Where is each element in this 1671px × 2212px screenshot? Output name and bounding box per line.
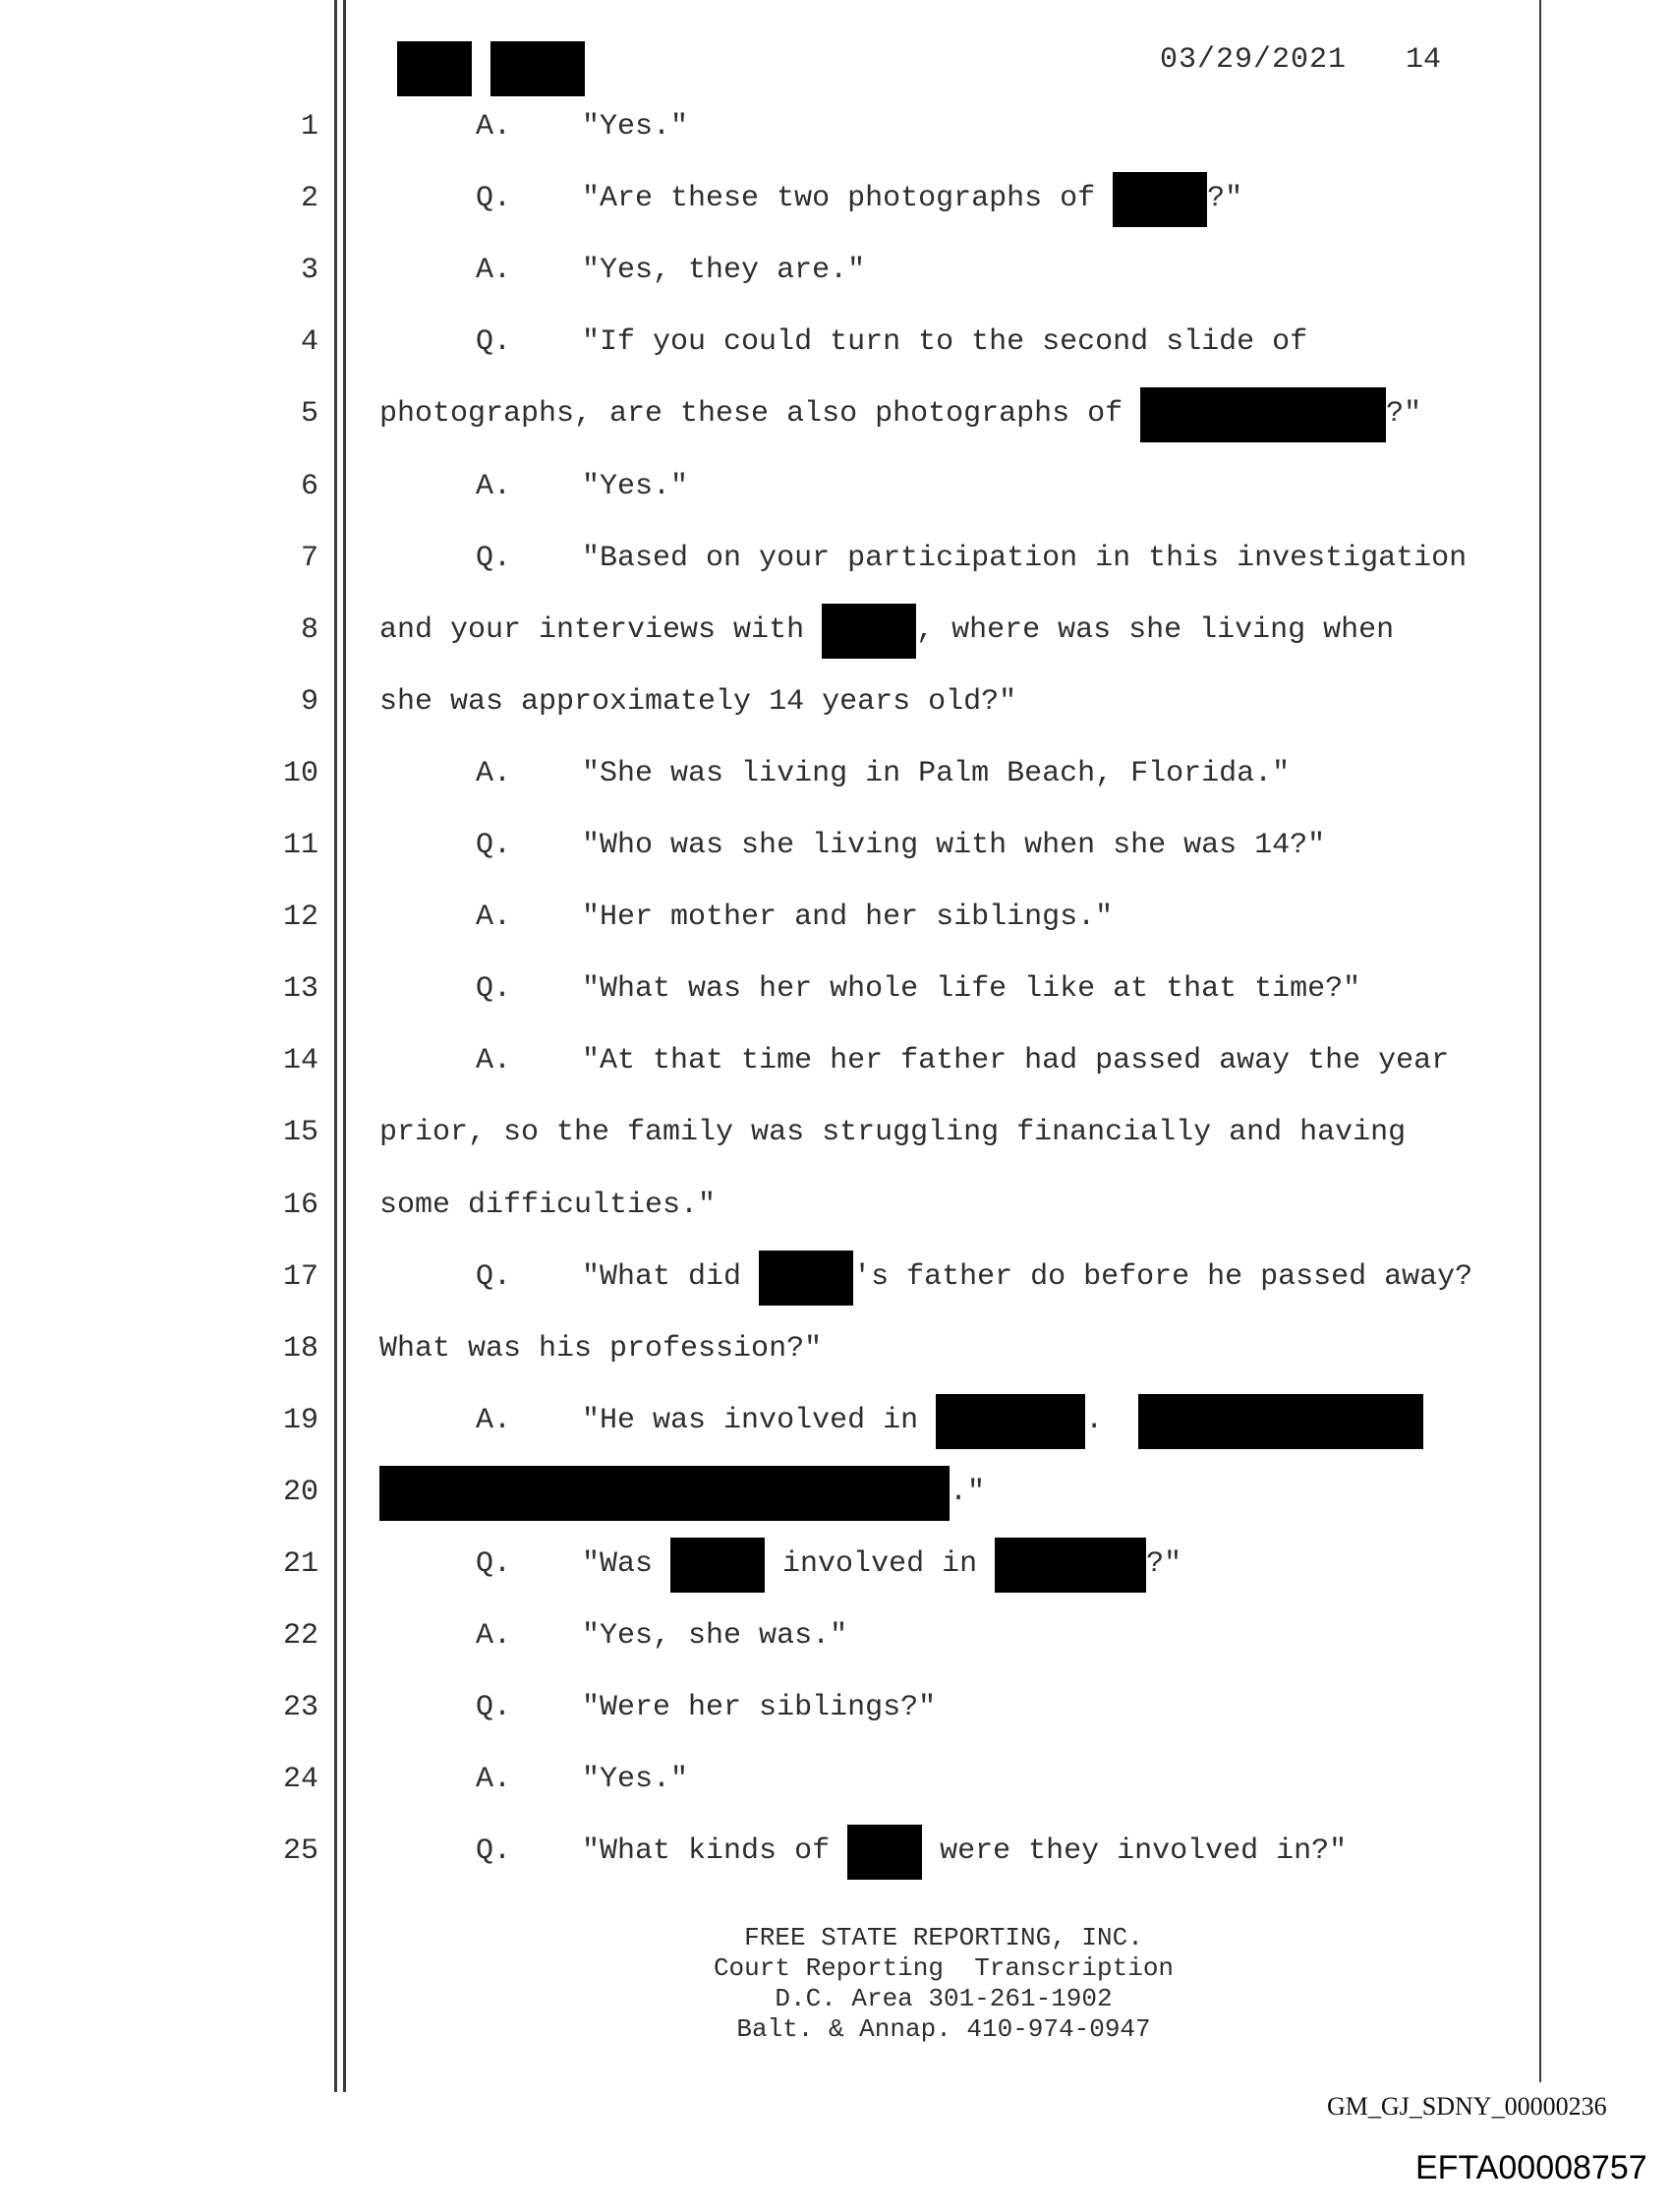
reporter-footer <box>688 1923 1199 2045</box>
line-text <box>476 325 1307 359</box>
line-text <box>476 1619 847 1653</box>
text-segment: "Yes." <box>582 1763 689 1797</box>
text-segment: "What did <box>582 1259 760 1294</box>
speaker-label: A. <box>476 756 583 790</box>
redaction-box <box>995 1538 1146 1593</box>
line-number: 20 <box>282 1475 318 1509</box>
line-number: 23 <box>282 1691 318 1725</box>
line-number: 21 <box>282 1547 318 1581</box>
line-number: 8 <box>300 612 318 647</box>
line-number: 5 <box>300 397 318 432</box>
line-text <box>476 1044 1449 1077</box>
transcript-line <box>0 542 1671 597</box>
speaker-label: A. <box>476 469 583 503</box>
speaker-label: A. <box>476 1044 583 1078</box>
line-text <box>476 1404 1423 1449</box>
text-segment: "Yes, they are." <box>582 254 866 288</box>
text-segment: ?" <box>1207 182 1243 216</box>
text-segment: "What was her whole life like at that time?" <box>582 972 1361 1007</box>
line-text <box>476 829 1325 862</box>
line-text <box>379 1332 822 1366</box>
text-segment: What was his profession?" <box>379 1331 823 1366</box>
redaction-box <box>936 1394 1085 1449</box>
line-text <box>476 901 1113 934</box>
text-segment: prior, so the family was struggling financially and having <box>379 1116 1407 1150</box>
line-number: 13 <box>282 972 318 1007</box>
redaction-box <box>822 604 916 659</box>
transcript-line <box>0 901 1671 956</box>
line-text <box>379 613 1394 659</box>
line-text <box>379 1476 985 1521</box>
speaker-label: Q. <box>476 541 583 575</box>
transcript-line <box>0 470 1671 525</box>
line-number: 15 <box>282 1116 318 1150</box>
line-text <box>476 542 1467 575</box>
text-segment: photographs, are these also photographs of <box>379 397 1141 432</box>
line-text <box>379 397 1421 442</box>
redaction-box <box>379 1466 950 1521</box>
transcript-line <box>0 1691 1671 1746</box>
text-segment: "He was involved in <box>582 1403 937 1437</box>
line-number: 24 <box>282 1763 318 1797</box>
text-segment: "Yes." <box>582 469 689 503</box>
text-segment: "What kinds of <box>582 1834 848 1869</box>
text-segment: "Are these two photographs of <box>582 182 1114 216</box>
footer-balt-phone: Balt. & Annap. 410-974-0947 <box>736 2014 1151 2044</box>
text-segment: . <box>1085 1403 1139 1437</box>
speaker-label: A. <box>476 1619 583 1654</box>
line-number: 9 <box>300 684 318 719</box>
text-segment: some difficulties." <box>379 1188 717 1222</box>
header-redaction-1 <box>397 41 472 96</box>
line-text <box>476 1834 1347 1880</box>
line-text <box>476 1547 1181 1593</box>
line-number: 6 <box>300 469 318 503</box>
text-segment: ?" <box>1386 397 1422 432</box>
text-segment: "Was <box>582 1547 671 1581</box>
speaker-label: Q. <box>476 1834 583 1869</box>
line-number: 17 <box>282 1259 318 1294</box>
redaction-box <box>847 1825 922 1880</box>
footer-services: Court Reporting Transcription <box>713 1953 1175 1983</box>
line-number: 11 <box>282 829 318 862</box>
text-segment: she was approximately 14 years old?" <box>379 684 1017 719</box>
text-segment: 's father do before he passed away? <box>853 1259 1473 1294</box>
line-number: 16 <box>282 1188 318 1222</box>
transcript-line <box>0 1547 1671 1602</box>
line-text <box>476 1691 936 1724</box>
transcript-line <box>0 829 1671 884</box>
line-number: 14 <box>282 1044 318 1078</box>
line-number: 18 <box>282 1331 318 1366</box>
header-page-number: 14 <box>1406 43 1442 77</box>
transcript-line <box>0 182 1671 237</box>
line-text <box>476 972 1360 1006</box>
speaker-label: A. <box>476 110 583 144</box>
transcript-line <box>0 757 1671 812</box>
speaker-label: A. <box>476 1763 583 1797</box>
line-text <box>379 1116 1406 1149</box>
speaker-label: A. <box>476 1403 583 1437</box>
redaction-box <box>670 1538 765 1593</box>
text-segment: "Her mother and her siblings." <box>582 901 1114 935</box>
transcript-line <box>0 1834 1671 1890</box>
speaker-label: Q. <box>476 325 583 360</box>
line-text <box>476 470 688 503</box>
text-segment: involved in <box>765 1547 996 1581</box>
line-number: 22 <box>282 1619 318 1654</box>
redaction-box <box>1113 172 1207 227</box>
speaker-label: Q. <box>476 829 583 862</box>
line-text <box>476 254 865 287</box>
transcript-line <box>0 1404 1671 1459</box>
transcript-line <box>0 685 1671 740</box>
transcript-line <box>0 1044 1671 1099</box>
speaker-label: Q. <box>476 1259 583 1294</box>
header-date: 03/29/2021 <box>1160 43 1348 77</box>
text-segment: "If you could turn to the second slide of <box>582 325 1308 360</box>
speaker-label: Q. <box>476 1547 583 1581</box>
transcript-line <box>0 613 1671 669</box>
header-redaction-2 <box>490 41 585 96</box>
transcript-line <box>0 325 1671 380</box>
transcript-line <box>0 1332 1671 1387</box>
line-number: 10 <box>282 756 318 790</box>
transcript-line <box>0 110 1671 165</box>
transcript-line <box>0 1763 1671 1818</box>
line-number: 7 <box>300 541 318 575</box>
text-segment: , where was she living when <box>916 612 1395 647</box>
line-text <box>476 110 688 144</box>
line-number: 1 <box>300 110 318 144</box>
text-segment: "Yes." <box>582 110 689 144</box>
speaker-label: Q. <box>476 972 583 1007</box>
text-segment: "Who was she living with when she was 14?" <box>582 829 1326 862</box>
text-segment: ." <box>950 1475 986 1509</box>
line-number: 25 <box>282 1834 318 1869</box>
text-segment: and your interviews with <box>379 612 823 647</box>
line-text <box>379 685 1016 719</box>
redaction-box <box>1140 387 1386 442</box>
line-text <box>476 1763 688 1796</box>
text-segment: "She was living in Palm Beach, Florida." <box>582 756 1291 790</box>
speaker-label: A. <box>476 901 583 935</box>
line-text <box>379 1189 716 1222</box>
text-segment: "Based on your participation in this investigation <box>582 541 1468 575</box>
line-number: 12 <box>282 901 318 935</box>
line-text <box>476 182 1242 227</box>
transcript-line <box>0 1189 1671 1244</box>
transcript-line <box>0 1260 1671 1315</box>
transcript-line <box>0 1476 1671 1531</box>
line-number: 4 <box>300 325 318 360</box>
footer-dc-phone: D.C. Area 301-261-1902 <box>775 1984 1113 2013</box>
text-segment: "Yes, she was." <box>582 1619 848 1654</box>
text-segment: ?" <box>1146 1547 1182 1581</box>
bates-number: GM_GJ_SDNY_00000236 <box>1327 2092 1607 2121</box>
redaction-box <box>1138 1394 1423 1449</box>
line-number: 3 <box>300 254 318 288</box>
line-text <box>476 757 1290 790</box>
redaction-box <box>759 1251 853 1306</box>
efta-number: EFTA00008757 <box>1415 2149 1647 2186</box>
speaker-label: Q. <box>476 182 583 216</box>
text-segment: were they involved in?" <box>922 1834 1348 1869</box>
line-number: 19 <box>282 1403 318 1437</box>
footer-company: FREE STATE REPORTING, INC. <box>744 1923 1143 1952</box>
transcript-line <box>0 1116 1671 1171</box>
text-segment: "Were her siblings?" <box>582 1691 937 1725</box>
transcript-line <box>0 1619 1671 1674</box>
transcript-line <box>0 254 1671 309</box>
transcript-line <box>0 397 1671 452</box>
speaker-label: Q. <box>476 1691 583 1725</box>
line-number: 2 <box>300 182 318 216</box>
transcript-line <box>0 972 1671 1027</box>
text-segment: "At that time her father had passed away the year <box>582 1044 1450 1078</box>
speaker-label: A. <box>476 254 583 288</box>
line-text <box>476 1260 1472 1306</box>
